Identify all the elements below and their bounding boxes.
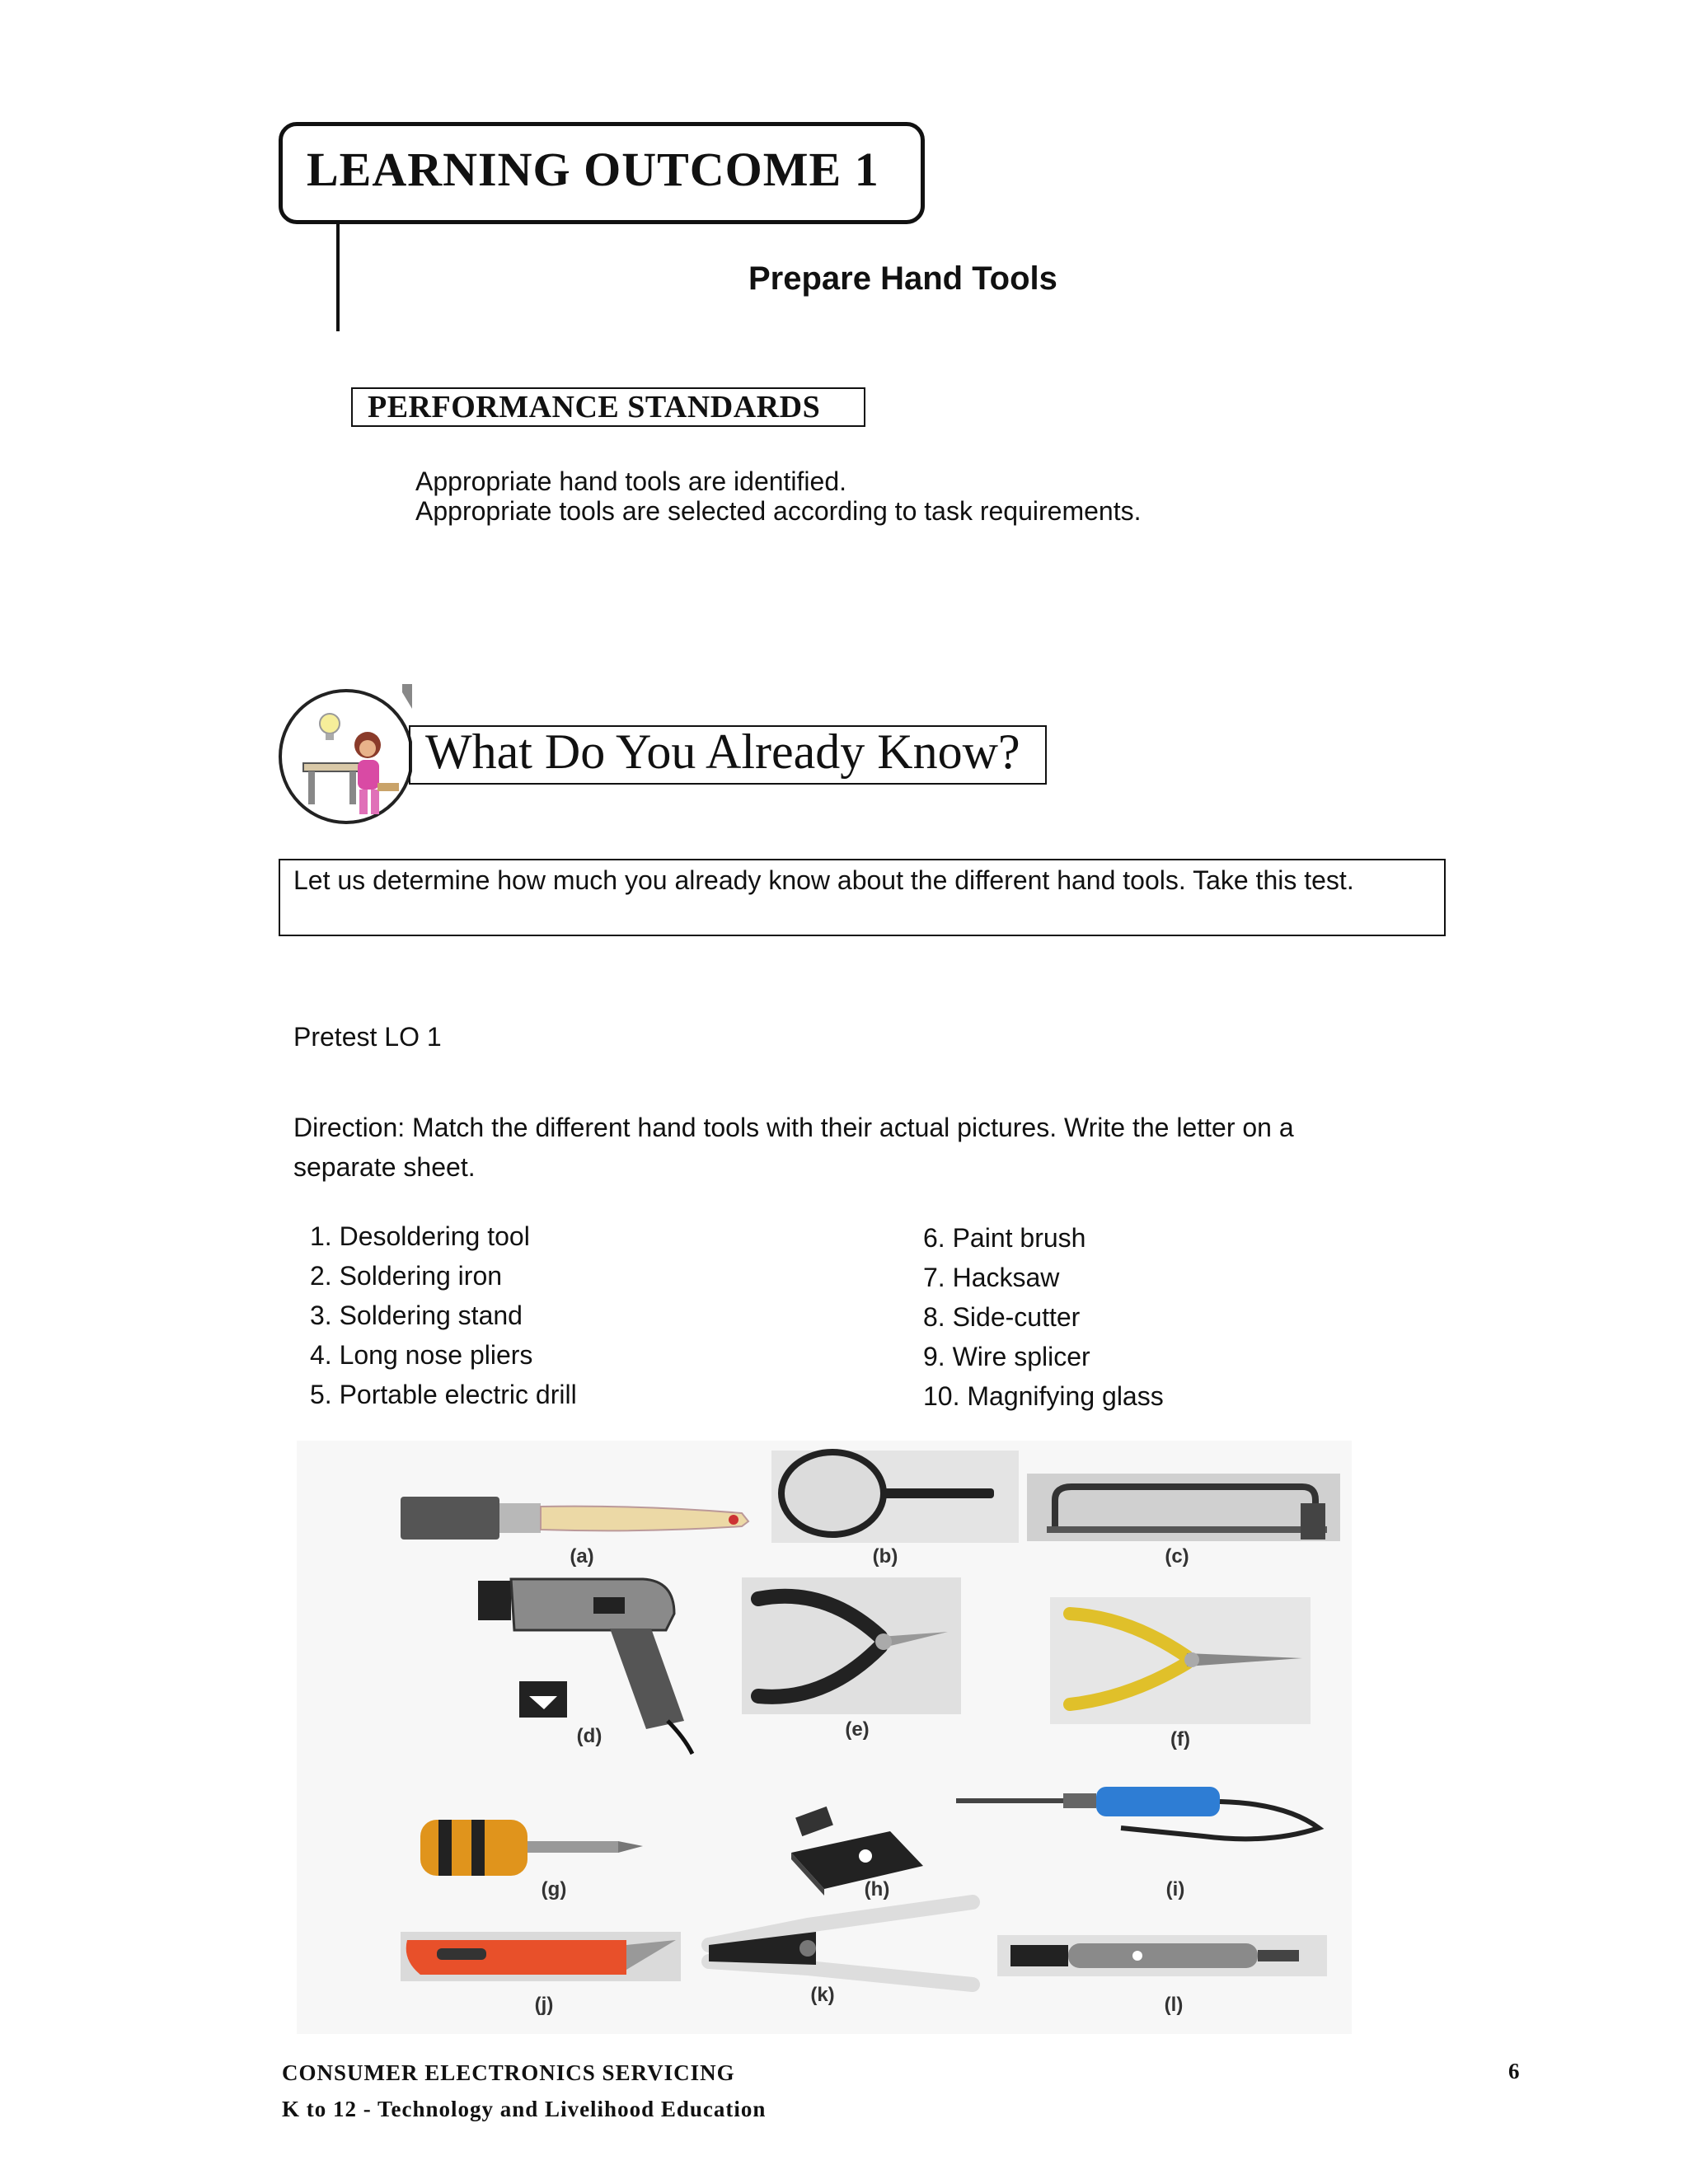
caption-e: (e) <box>845 1718 870 1741</box>
hacksaw-icon <box>1027 1474 1340 1541</box>
list-item: 1. Desoldering tool <box>310 1221 530 1251</box>
list-item: 3. Soldering stand <box>310 1301 523 1330</box>
section-title: What Do You Already Know? <box>425 724 1020 779</box>
caption-a: (a) <box>570 1545 594 1568</box>
frame-connector-line <box>336 224 340 331</box>
caption-c: (c) <box>1165 1545 1189 1568</box>
direction-text: Direction: Match the different hand tools with their actual pictures. Write the letter on a <box>293 1113 1294 1142</box>
caption-j: (j) <box>534 1994 554 2016</box>
list-item: 7. Hacksaw <box>923 1263 1060 1292</box>
performance-standard-line: Appropriate hand tools are identified. <box>415 466 847 496</box>
list-item: 6. Paint brush <box>923 1223 1086 1253</box>
desoldering-tool-icon <box>997 1935 1327 1976</box>
page-number: 6 <box>1508 2059 1520 2083</box>
caption-f: (f) <box>1170 1728 1190 1750</box>
caption-k: (k) <box>810 1984 835 2006</box>
direction-text: separate sheet. <box>293 1152 476 1182</box>
long-nose-pliers-icon <box>1050 1597 1311 1724</box>
cutter-knife-icon <box>401 1932 681 1981</box>
caption-g: (g) <box>541 1878 567 1900</box>
side-cutter-icon <box>742 1577 961 1714</box>
list-item: 10. Magnifying glass <box>923 1381 1164 1411</box>
performance-standard-line: Appropriate tools are selected according to task requirements. <box>415 496 1142 526</box>
list-item: 2. Soldering iron <box>310 1261 503 1291</box>
outcome-subtitle: Prepare Hand Tools <box>748 260 1057 297</box>
caption-i: (i) <box>1165 1878 1185 1900</box>
caption-l: (l) <box>1164 1994 1184 2016</box>
student-thinking-icon <box>279 684 412 829</box>
list-item: 9. Wire splicer <box>923 1342 1090 1371</box>
caption-h: (h) <box>864 1878 890 1900</box>
caption-d: (d) <box>576 1725 603 1747</box>
footer-curriculum: K to 12 - Technology and Livelihood Education <box>282 2097 767 2121</box>
footer-course-title: CONSUMER ELECTRONICS SERVICING <box>282 2060 735 2085</box>
list-item: 8. Side-cutter <box>923 1302 1081 1332</box>
hand-tools-picture <box>297 1441 1352 2034</box>
magnifying-glass-icon <box>771 1451 1019 1543</box>
learning-outcome-title: LEARNING OUTCOME 1 <box>307 143 879 196</box>
performance-standards-heading: PERFORMANCE STANDARDS <box>368 390 821 424</box>
pretest-label: Pretest LO 1 <box>293 1022 442 1052</box>
list-item: 5. Portable electric drill <box>310 1380 577 1409</box>
caption-b: (b) <box>872 1545 898 1568</box>
intro-text: Let us determine how much you already know about the different hand tools. Take this test. <box>293 865 1354 895</box>
list-item: 4. Long nose pliers <box>310 1340 533 1370</box>
